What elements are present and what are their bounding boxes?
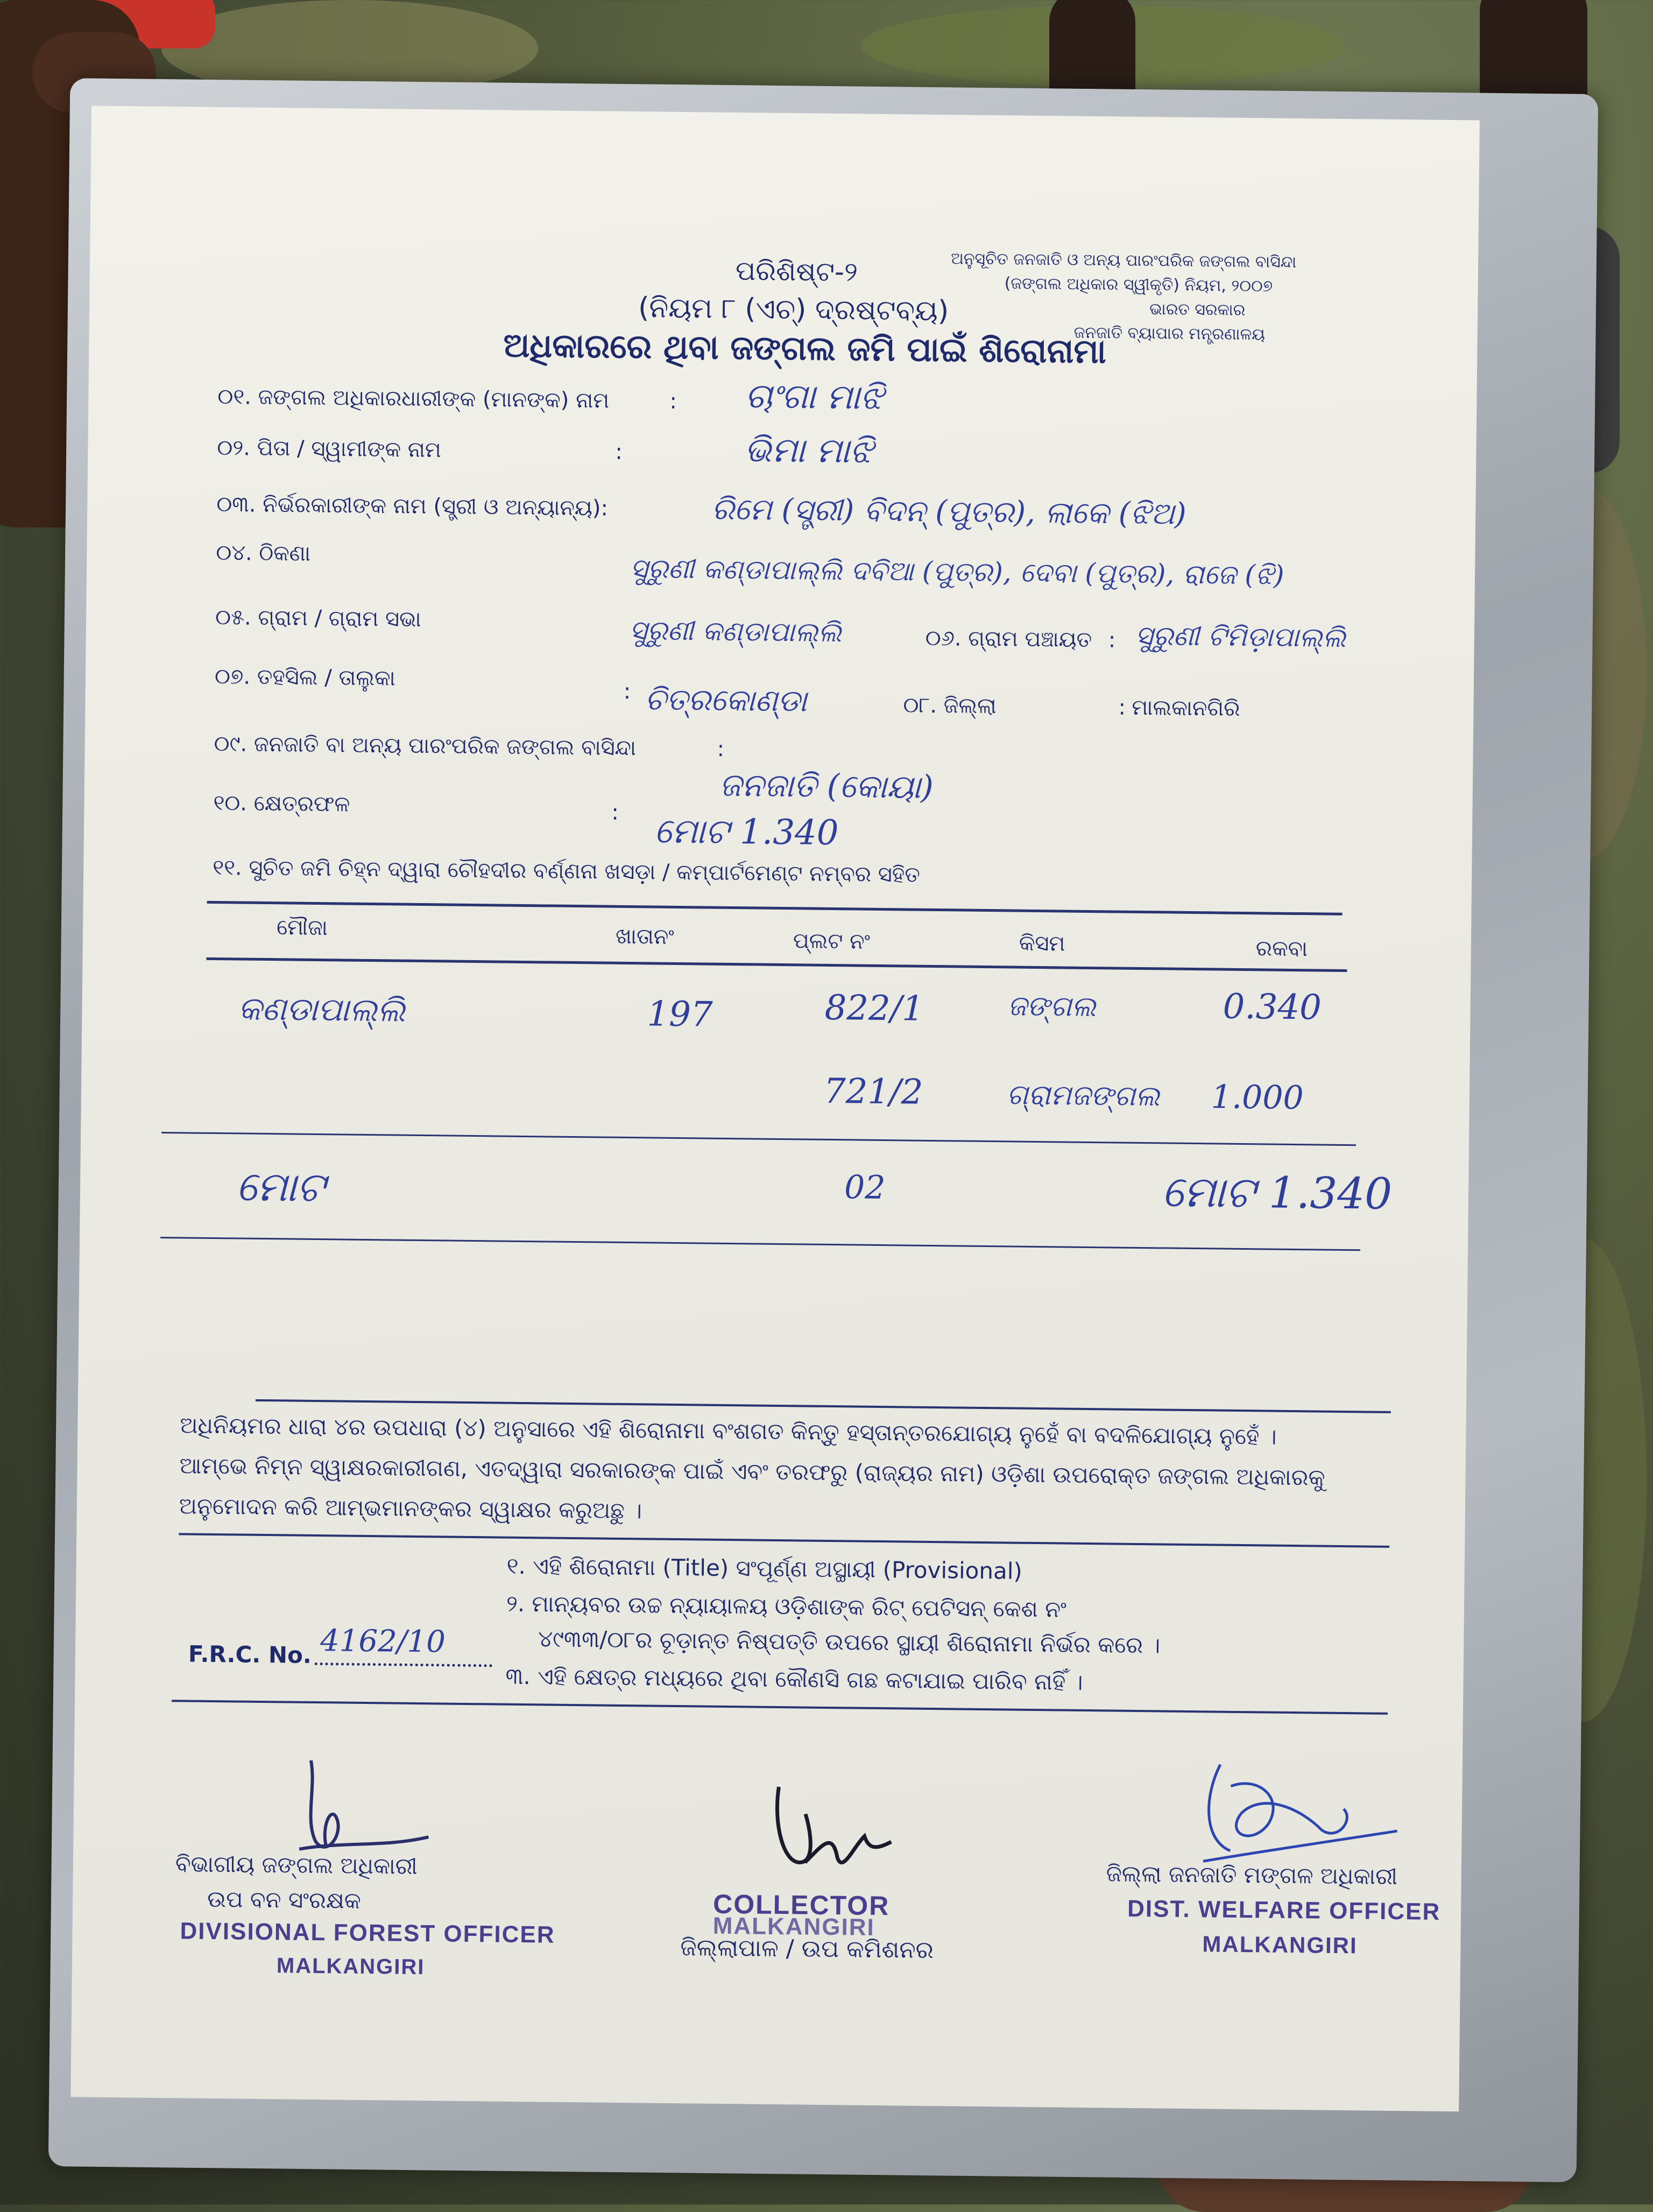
- table-top-rule: [207, 901, 1343, 915]
- cell-rakaba: 0.340: [1223, 987, 1322, 1028]
- declaration-line-1: ଅଧିନିୟମର ଧାରା ୪ର ଉପଧାରା (୪) ଅନୁସାରେ ଏହି ଶିରୋନାମା ବଂଶଗତ କିନ୍ତୁ ହସ୍ତାନ୍ତରଯୋଗ୍ୟ ନୁହେଁ ବା ବଦଳିଯୋଗ୍ୟ ନୁହେଁ ।: [180, 1412, 1277, 1450]
- field-9-value: ଜନଜାତି (କୋୟା): [719, 766, 934, 806]
- total-label: ମୋଟ: [236, 1162, 326, 1211]
- field-4-value: ସୁରୁଣୀ କଣ୍ଡାପାଲ୍ଲି ଦବିଆ (ପୁତ୍ର), ଦେବା (ପୁତ୍ର), ରାଜେ (ଝି): [630, 553, 1284, 591]
- cell-khata: 197: [647, 994, 713, 1035]
- note-2-cont: ୪୯୩୩/୦୮ର ଚୂଡ଼ାନ୍ତ ନିଷ୍ପତ୍ତି ଉପରେ ସ୍ଥାୟୀ ଶିରୋନାମା ନିର୍ଭର କରେ ।: [538, 1625, 1161, 1659]
- field-7-label: ୦୭. ତହସିଲ / ତାଲୁକା: [214, 664, 395, 691]
- note-3: ୩. ଏହି କ୍ଷେତ୍ର ମଧ୍ୟରେ ଥିବା କୌଣସି ଗଛ କଟାଯାଇ ପାରିବ ନାହିଁ ।: [505, 1662, 1083, 1695]
- appendix-label: ପରିଶିଷ୍ଟ-୨: [735, 255, 858, 288]
- forest-officer-title: ବିଭାଗୀୟ ଜଙ୍ଗଲ ଅଧିକାରୀ: [175, 1850, 418, 1880]
- cell-rakaba: 1.000: [1211, 1078, 1304, 1117]
- collector-stamp-1: COLLECTOR: [712, 1889, 890, 1921]
- welfare-officer-stamp-1: DIST. WELFARE OFFICER: [1127, 1895, 1441, 1925]
- welfare-officer-stamp-2: MALKANGIRI: [1202, 1931, 1358, 1959]
- page-title: ଅଧିକାରରେ ଥିବା ଜଙ୍ଗଲ ଜମି ପାଇଁ ଶିରୋନାମା: [503, 325, 1107, 371]
- frc-label: F.R.C. No.: [188, 1640, 312, 1668]
- table-bottom-rule: [160, 1237, 1360, 1251]
- signature-collector: [756, 1781, 897, 1891]
- col-header-rakaba: ରକବା: [1255, 936, 1308, 962]
- act-line-4: ଜନଜାତି ବ୍ୟାପାର ମନ୍ତ୍ରଣାଳୟ: [1073, 323, 1266, 344]
- field-6-value: ସୁରୁଣୀ ଟିମିଡ଼ାପାଲ୍ଲି: [1135, 619, 1346, 653]
- col-header-plot: ପ୍ଲଟ ନଂ: [793, 928, 871, 954]
- field-3-label: ୦୩. ନିର୍ଭରକାରୀଙ୍କ ନାମ (ସ୍ତ୍ରୀ ଓ ଅନ୍ୟାନ୍ୟ):: [216, 491, 609, 521]
- table-header-rule: [206, 957, 1347, 972]
- collector-title: ଜିଲ୍ଲାପାଳ / ଉପ କମିଶନର: [680, 1934, 934, 1964]
- cell-kisam: ଗ୍ରାମଜଙ୍ଗଲ: [1006, 1079, 1160, 1113]
- cell-plot: 721/2: [823, 1071, 923, 1112]
- colon: :: [623, 679, 631, 705]
- declaration-line-2: ଆମ୍ଭେ ନିମ୍ନ ସ୍ୱାକ୍ଷରକାରୀଗଣ, ଏତଦ୍ୱାରା ସରକାରଙ୍କ ପାଇଁ ଏବଂ ତରଫରୁ (ରାଜ୍ୟର ନାମ) ଓଡ଼ିଶା ଉପରୋକ୍ତ ଜଙ୍ଗଲ ଅଧିକାରକୁ: [179, 1452, 1325, 1491]
- colon: :: [611, 800, 619, 825]
- total-plots: 02: [844, 1168, 886, 1207]
- forest-officer-stamp-1: DIVISIONAL FOREST OFFICER: [180, 1918, 555, 1948]
- field-8-label: ୦୮. ଜିଲ୍ଲା: [903, 693, 997, 719]
- field-11-label: ୧୧. ସୁଚିତ ଜମି ଚିହ୍ନ ଦ୍ୱାରା ଚୌହଦୀର ବର୍ଣ୍ଣନା ଖସଡ଼ା / କମ୍ପାର୍ଟମେଣ୍ଟ ନମ୍ବର ସହିତ: [213, 855, 920, 887]
- frc-value: 4162/10: [320, 1623, 446, 1660]
- col-header-khata: ଖାତାନଂ: [615, 924, 674, 949]
- col-header-kisam: କିସମ: [1019, 931, 1065, 956]
- act-line-3: ଭାରତ ସରକାର: [1149, 300, 1246, 320]
- field-10-value: ମୋଟ 1.340: [654, 811, 839, 854]
- declaration-bottom-rule: [179, 1533, 1389, 1548]
- note-2: ୨. ମାନ୍ୟବର ଉଚ୍ଚ ନ୍ୟାୟାଳୟ ଓଡ଼ିଶାଙ୍କ ରିଟ୍ ପେଟିସନ୍ କେଶ ନଂ: [506, 1590, 1067, 1623]
- act-line-2: (ଜଙ୍ଗଲ ଅଧିକାର ସ୍ୱୀକୃତି) ନିୟମ, ୨୦୦୭: [1004, 274, 1273, 296]
- colon: :: [1108, 628, 1116, 653]
- forest-officer-subtitle: ଉପ ବନ ସଂରକ୍ଷକ: [207, 1885, 362, 1914]
- total-area: ମୋଟ 1.340: [1161, 1166, 1393, 1219]
- field-5-value: ସୁରୁଣୀ କଣ୍ଡାପାଲ୍ଲି: [629, 615, 842, 649]
- field-7-value: ଚିତ୍ରକୋଣ୍ଡା: [645, 682, 807, 719]
- field-1-value: ଚାଂଗା ମାଝି: [745, 376, 884, 418]
- field-1-label: ୦୧. ଜଙ୍ଗଲ ଅଧିକାରଧାରୀଙ୍କ (ମାନଙ୍କ) ନାମ: [217, 384, 610, 413]
- rule-reference: (ନିୟମ ୮ (ଏଚ୍) ଦ୍ରଷ୍ଟବ୍ୟ): [638, 292, 949, 328]
- colon: :: [615, 439, 623, 464]
- col-header-mouza: ମୌଜା: [276, 915, 328, 941]
- frc-dotted-line: [315, 1662, 492, 1667]
- field-3-value: ରିମେ (ସ୍ତ୍ରୀ) ବିଦନ୍ (ପୁତ୍ର), ଲାକେ (ଝିଅ): [711, 491, 1186, 532]
- forest-officer-stamp-2: MALKANGIRI: [276, 1954, 425, 1979]
- note-1: ୧. ଏହି ଶିରୋନାମା (Title) ସଂପୂର୍ଣ୍ଣ ଅସ୍ଥାୟୀ (Provisional): [506, 1552, 1023, 1584]
- field-9-label: ୦୯. ଜନଜାତି ବା ଅନ୍ୟ ପାରଂପରିକ ଜଙ୍ଗଲ ବାସିନ୍ଦା: [214, 731, 637, 761]
- field-6-label: ୦୬. ଗ୍ରାମ ପଞ୍ଚାୟତ: [925, 625, 1092, 653]
- cell-mouza: କଣ୍ଡାପାଲ୍ଲି: [238, 990, 406, 1030]
- collector-stamp-2: MALKANGIRI: [712, 1912, 875, 1941]
- colon: :: [717, 736, 725, 762]
- colon: :: [669, 389, 677, 414]
- field-2-value: ଭିମା ମାଝି: [744, 430, 873, 471]
- signature-welfare-officer: [1182, 1753, 1409, 1879]
- notes-bottom-rule: [172, 1700, 1388, 1715]
- field-2-label: ୦୨. ପିତା / ସ୍ୱାମୀଙ୍କ ନାମ: [217, 435, 442, 463]
- title-deed-document: [70, 105, 1480, 2111]
- field-5-label: ୦୫. ଗ୍ରାମ / ଗ୍ରାମ ସଭା: [215, 604, 421, 632]
- welfare-officer-title: ଜିଲ୍ଲା ଜନଜାତି ମଙ୍ଗଳ ଅଧିକାରୀ: [1106, 1860, 1398, 1890]
- colon: :: [1118, 695, 1126, 720]
- field-4-label: ୦୪. ଠିକଣା: [216, 540, 311, 566]
- declaration-line-3: ଅନୁମୋଦନ କରି ଆମ୍ଭମାନଙ୍କର ସ୍ୱାକ୍ଷର କରୁଅଛୁ ।: [179, 1492, 642, 1524]
- field-8-value: ମାଲକାନଗିରି: [1132, 695, 1240, 721]
- field-10-label: ୧୦. କ୍ଷେତ୍ରଫଳ: [213, 790, 350, 817]
- table-row-rule: [161, 1132, 1356, 1146]
- act-line-1: ଅନୁସୂଚିତ ଜନଜାତି ଓ ଅନ୍ୟ ପାରଂପରିକ ଜଙ୍ଗଲ ବାସିନ୍ଦା: [950, 249, 1297, 272]
- declaration-top-rule: [256, 1399, 1391, 1413]
- cell-kisam: ଜଙ୍ଗଲ: [1007, 990, 1097, 1024]
- cell-plot: 822/1: [824, 988, 924, 1029]
